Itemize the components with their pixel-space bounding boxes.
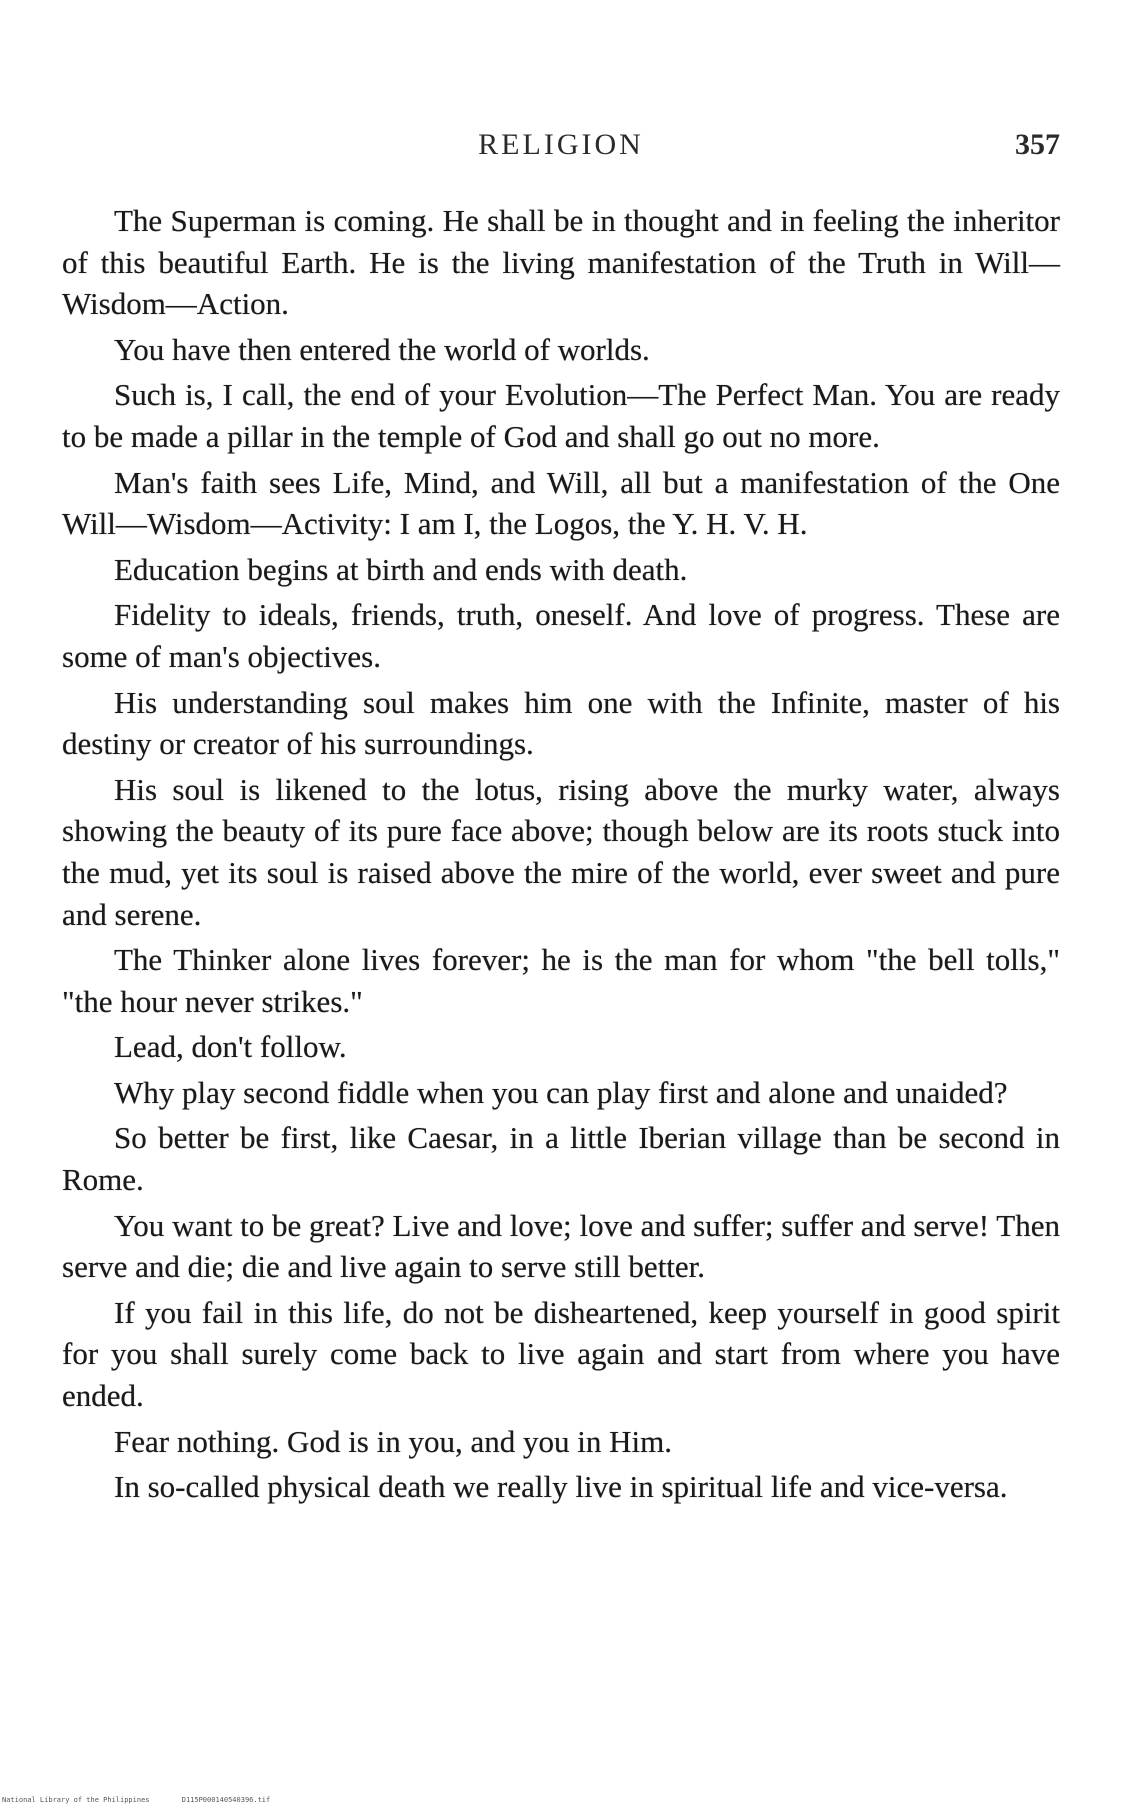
file-id: D115P000140540396.tif — [181, 1796, 271, 1804]
paragraph: Why play second fiddle when you can play first and alone and unaided? — [114, 1074, 1008, 1110]
paragraph: You want to be great? Live and love; love and suffer; suffer and serve! Then serve and die; die and live again to serve still better. — [62, 1207, 1060, 1285]
page-number: 357 — [1015, 128, 1060, 161]
library-credit: National Library of the Philippines — [2, 1796, 150, 1804]
page-header — [62, 128, 1060, 168]
running-head: RELIGION — [478, 128, 644, 161]
paragraph: In so-called physical death we really live in spiritual life and vice-versa. — [114, 1469, 1008, 1505]
paragraph: If you fail in this life, do not be disheartened, keep yourself in good spirit for you shall surely come back to live again and start from where you have ended. — [62, 1294, 1060, 1414]
paragraph: Lead, don't follow. — [114, 1029, 347, 1065]
paragraph: Fear nothing. God is in you, and you in Him. — [114, 1423, 672, 1459]
paragraph: So better be first, like Caesar, in a little Iberian village than be second in Rome. — [62, 1120, 1060, 1198]
paragraph: The Thinker alone lives forever; he is the man for whom "the bell tolls," "the hour never strikes." — [62, 942, 1060, 1019]
scan-footer — [2, 1796, 270, 1804]
paragraph: Such is, I call, the end of your Evolution—The Perfect Man. You are ready to be made a pillar in the temple of God and shall go out no more. — [62, 377, 1060, 454]
paragraph: Man's faith sees Life, Mind, and Will, all but a manifestation of the One Will—Wisdom—Activity: I am I, the Logos, the Y. H. V. H. — [62, 464, 1060, 542]
paragraph: The Superman is coming. He shall be in thought and in feeling the inheritor of this beautiful Earth. He is the living manifestation of the Truth in Will—Wisdom—Action. — [62, 203, 1060, 322]
paragraph: You have then entered the world of worlds. — [114, 331, 650, 367]
paragraph: Education begins at birth and ends with death. — [114, 551, 688, 587]
paragraph: His understanding soul makes him one with the Infinite, master of his destiny or creator of his surroundings. — [62, 684, 1060, 762]
body-text — [62, 200, 1060, 1512]
paragraph: Fidelity to ideals, friends, truth, oneself. And love of progress. These are some of man's objectives. — [62, 597, 1060, 674]
paragraph: His soul is likened to the lotus, rising above the murky water, always showing the beauty of its pure face above; though below are its roots stuck into the mud, yet its soul is raised above the mire of the world, ever sweet and pure and serene. — [62, 771, 1060, 932]
